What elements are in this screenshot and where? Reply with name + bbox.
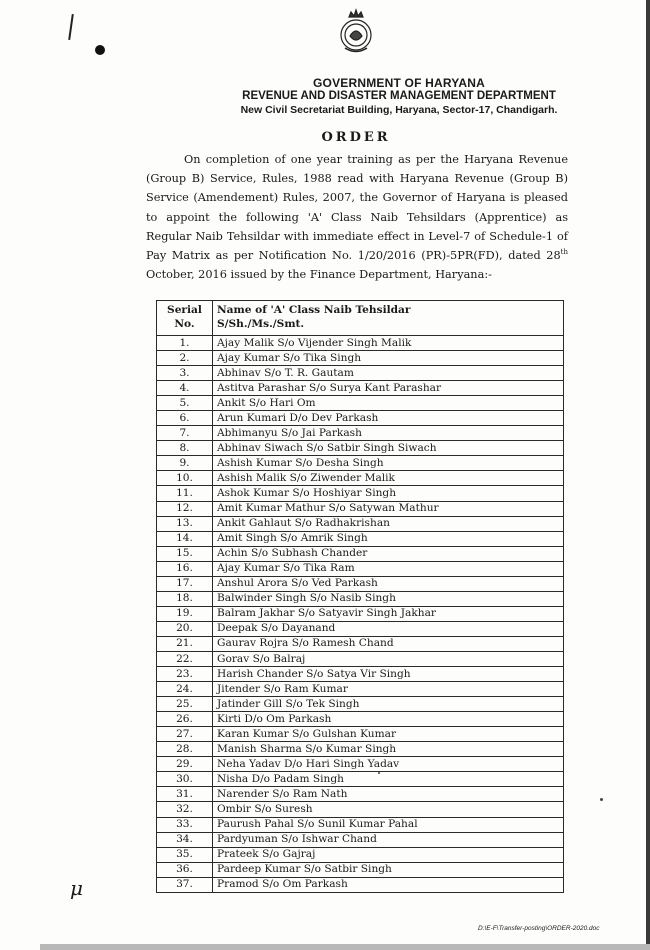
name-cell: Pardyuman S/o Ishwar Chand [213, 832, 564, 847]
table-row [157, 832, 564, 847]
table-row [157, 531, 564, 546]
order-title: ORDER [321, 130, 391, 145]
serial-number-cell: 23. [157, 667, 213, 682]
name-cell: Karan Kumar S/o Gulshan Kumar [213, 727, 564, 742]
serial-number-cell: 7. [157, 426, 213, 441]
serial-number-cell: 37. [157, 877, 213, 892]
serial-number-cell: 21. [157, 636, 213, 651]
table-row [157, 682, 564, 697]
scan-speck [600, 798, 603, 801]
name-cell: Astitva Parashar S/o Surya Kant Parashar [213, 381, 564, 396]
body-superscript: th [560, 248, 568, 257]
name-cell: Manish Sharma S/o Kumar Singh [213, 742, 564, 757]
serial-number-cell: 27. [157, 727, 213, 742]
table-row [157, 381, 564, 396]
name-cell: Ombir S/o Suresh [213, 802, 564, 817]
serial-number-cell: 36. [157, 862, 213, 877]
table-row [157, 546, 564, 561]
table-row [157, 336, 564, 351]
serial-number-cell: 9. [157, 456, 213, 471]
table-row [157, 847, 564, 862]
serial-number-cell: 11. [157, 486, 213, 501]
serial-number-cell: 32. [157, 802, 213, 817]
serial-number-cell: 31. [157, 787, 213, 802]
serial-number-cell: 13. [157, 516, 213, 531]
name-cell: Arun Kumari D/o Dev Parkash [213, 411, 564, 426]
table-row [157, 501, 564, 516]
header-department: REVENUE AND DISASTER MANAGEMENT DEPARTMENT [242, 90, 556, 102]
serial-number-cell: 4. [157, 381, 213, 396]
header-address: New Civil Secretariat Building, Haryana, Sector-17, Chandigarh. [240, 104, 558, 116]
name-cell: Prateek S/o Gajraj [213, 847, 564, 862]
table-row [157, 366, 564, 381]
serial-number-cell: 33. [157, 817, 213, 832]
name-cell: Amit Singh S/o Amrik Singh [213, 531, 564, 546]
table-row [157, 697, 564, 712]
name-cell: Pardeep Kumar S/o Satbir Singh [213, 862, 564, 877]
serial-number-cell: 12. [157, 501, 213, 516]
name-cell: Abhinav Siwach S/o Satbir Singh Siwach [213, 441, 564, 456]
table-row [157, 802, 564, 817]
name-cell: Ashok Kumar S/o Hoshiyar Singh [213, 486, 564, 501]
naib-tehsildar-table [156, 300, 564, 893]
table-row [157, 561, 564, 576]
table-header-row [157, 301, 564, 336]
name-header-line2: S/Sh./Ms./Smt. [217, 318, 305, 330]
order-body-paragraph [146, 150, 568, 284]
serial-number-cell: 2. [157, 351, 213, 366]
name-cell: Paurush Pahal S/o Sunil Kumar Pahal [213, 817, 564, 832]
table-row [157, 757, 564, 772]
serial-number-cell: 6. [157, 411, 213, 426]
serial-number-cell: 1. [157, 336, 213, 351]
name-cell: Amit Kumar Mathur S/o Satywan Mathur [213, 501, 564, 516]
name-cell: Abhimanyu S/o Jai Parkash [213, 426, 564, 441]
table-row [157, 651, 564, 666]
name-cell: Ankit S/o Hari Om [213, 396, 564, 411]
scan-speck [378, 772, 380, 774]
table-row [157, 787, 564, 802]
table-row [157, 576, 564, 591]
name-cell: Ajay Kumar S/o Tika Singh [213, 351, 564, 366]
name-cell: Neha Yadav D/o Hari Singh Yadav [213, 757, 564, 772]
table-row [157, 772, 564, 787]
serial-number-cell: 16. [157, 561, 213, 576]
pen-mark [68, 14, 74, 40]
name-cell: Ashish Malik S/o Ziwender Malik [213, 471, 564, 486]
punch-hole-dot [95, 45, 105, 55]
table-row [157, 426, 564, 441]
name-cell: Achin S/o Subhash Chander [213, 546, 564, 561]
name-cell: Balwinder Singh S/o Nasib Singh [213, 591, 564, 606]
scan-bottom-edge [40, 944, 650, 950]
table-row [157, 456, 564, 471]
table-row [157, 817, 564, 832]
serial-number-cell: 8. [157, 441, 213, 456]
haryana-state-emblem-icon [336, 8, 376, 56]
body-text-start: On completion of one year training as per the Haryana Revenue (Group B) Service, Rules, 1988 read with Haryana Revenue (Group B) Service (Amendement) Rules, 2007, the Governor of Haryana is pleased to appoint the following 'A' Class Naib Tehsildars (Apprentice) as Regular Naib Tehsildar with immediate effect in Level-7 of Schedule-1 of Pay Matrix as per Notification No. 1/20/2016 (PR)-5PR(FD), dated 28 [146, 153, 568, 263]
table-row [157, 441, 564, 456]
serial-number-cell: 15. [157, 546, 213, 561]
table-row [157, 606, 564, 621]
serial-number-cell: 17. [157, 576, 213, 591]
table-row [157, 351, 564, 366]
table-row [157, 877, 564, 892]
serial-number-cell: 34. [157, 832, 213, 847]
name-cell: Gorav S/o Balraj [213, 651, 564, 666]
handwritten-initials: μ [70, 876, 83, 900]
table-row [157, 621, 564, 636]
table-row [157, 667, 564, 682]
serial-number-cell: 22. [157, 651, 213, 666]
name-cell: Jitender S/o Ram Kumar [213, 682, 564, 697]
serial-number-cell: 28. [157, 742, 213, 757]
file-path-footer: D:\E-F\Transfer-posting\ORDER-2020.doc [478, 925, 600, 932]
serial-number-cell: 29. [157, 757, 213, 772]
header-government: GOVERNMENT OF HARYANA [313, 76, 485, 90]
serial-number-cell: 35. [157, 847, 213, 862]
name-cell: Nisha D/o Padam Singh [213, 772, 564, 787]
name-header [213, 301, 564, 336]
name-cell: Anshul Arora S/o Ved Parkash [213, 576, 564, 591]
serial-number-cell: 30. [157, 772, 213, 787]
name-cell: Balram Jakhar S/o Satyavir Singh Jakhar [213, 606, 564, 621]
name-header-line1: Name of 'A' Class Naib Tehsildar [217, 304, 411, 316]
name-cell: Kirti D/o Om Parkash [213, 712, 564, 727]
name-cell: Ankit Gahlaut S/o Radhakrishan [213, 516, 564, 531]
table-row [157, 862, 564, 877]
table-row [157, 516, 564, 531]
table-row [157, 727, 564, 742]
name-cell: Gaurav Rojra S/o Ramesh Chand [213, 636, 564, 651]
serial-header [157, 301, 213, 336]
table-row [157, 396, 564, 411]
serial-number-cell: 26. [157, 712, 213, 727]
serial-number-cell: 25. [157, 697, 213, 712]
table-row [157, 411, 564, 426]
table-row [157, 591, 564, 606]
table-row [157, 486, 564, 501]
name-cell: Deepak S/o Dayanand [213, 621, 564, 636]
serial-number-cell: 18. [157, 591, 213, 606]
table-row [157, 742, 564, 757]
serial-number-cell: 3. [157, 366, 213, 381]
name-cell: Pramod S/o Om Parkash [213, 877, 564, 892]
serial-number-cell: 24. [157, 682, 213, 697]
table-row [157, 712, 564, 727]
table-row [157, 471, 564, 486]
name-cell: Abhinav S/o T. R. Gautam [213, 366, 564, 381]
name-cell: Harish Chander S/o Satya Vir Singh [213, 667, 564, 682]
name-cell: Ajay Kumar S/o Tika Ram [213, 561, 564, 576]
serial-number-cell: 10. [157, 471, 213, 486]
body-text-end: October, 2016 issued by the Finance Department, Haryana:- [146, 268, 492, 282]
serial-number-cell: 5. [157, 396, 213, 411]
serial-header-line1: Serial [167, 304, 202, 316]
table-row [157, 636, 564, 651]
name-cell: Ashish Kumar S/o Desha Singh [213, 456, 564, 471]
name-cell: Jatinder Gill S/o Tek Singh [213, 697, 564, 712]
serial-number-cell: 20. [157, 621, 213, 636]
serial-header-line2: No. [174, 318, 195, 330]
name-cell: Ajay Malik S/o Vijender Singh Malik [213, 336, 564, 351]
name-cell: Narender S/o Ram Nath [213, 787, 564, 802]
serial-number-cell: 14. [157, 531, 213, 546]
serial-number-cell: 19. [157, 606, 213, 621]
